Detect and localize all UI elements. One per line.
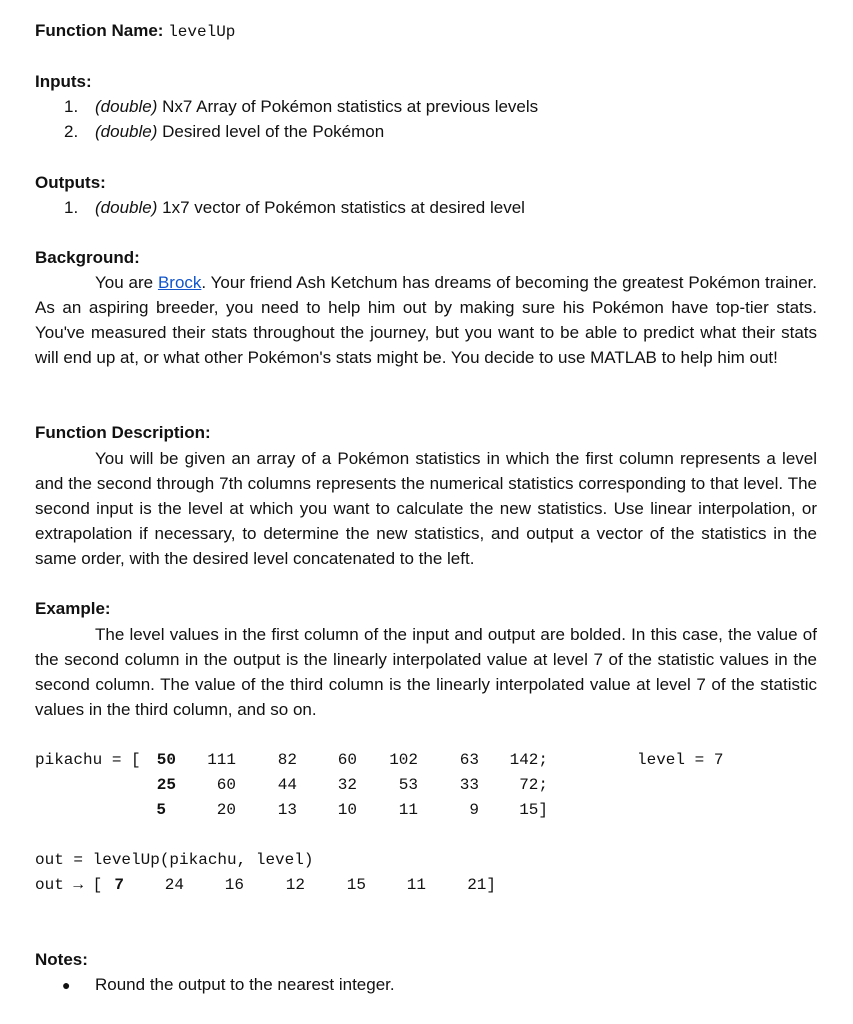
matrix-cell-r3-c4: 10	[337, 801, 357, 819]
matrix-cell-r1-c3: 82	[277, 751, 297, 769]
matrix-prefix: pikachu = [	[35, 751, 141, 769]
background-paragraph	[35, 270, 817, 370]
matrix-cell-r1-c6: 63	[459, 751, 479, 769]
output-value-2: 24	[164, 876, 184, 894]
matrix-cell-r3-c7: 15]	[519, 801, 548, 819]
matrix-cell-r2-c1: 25	[156, 776, 176, 794]
brock-link[interactable]: Brock	[157, 273, 202, 292]
output-value-1: 7	[114, 876, 124, 894]
function-name-line	[35, 19, 235, 44]
inputs-heading: Inputs:	[35, 72, 92, 91]
inputs-item-2-type: (double)	[95, 122, 158, 141]
matrix-cell-r1-c2: 111	[207, 751, 236, 769]
notes-item-1: Round the output to the nearest integer.	[95, 975, 395, 994]
function-description-paragraph: You will be given an array of a Pokémon statistics in which the first column represents a level and the second through 7th columns represents the numerical statistics corresponding to that level. The second input is the level at which you want to calculate the new statistics. Use linear interpolation, or extrapolation if necessary, to determine the new statistics, and output a vector of the statistics in the same order, with the desired level concatenated to the left.	[35, 449, 817, 568]
example-heading: Example:	[35, 599, 111, 618]
outputs-item-1-desc: 1x7 vector of Pokémon statistics at desired level	[162, 198, 525, 217]
example-paragraph: The level values in the first column of the input and output are bolded. In this case, the value of the second column in the output is the linearly interpolated value at level 7 of the statistic values in the second column. The value of the third column is the linearly interpolated value at level 7 of the statistic values in the third column, and so on.	[35, 625, 817, 719]
matrix-cell-r1-c4: 60	[337, 751, 357, 769]
level-assignment: level = 7	[637, 751, 724, 769]
matrix-cell-r2-c2: 60	[216, 776, 236, 794]
outputs-heading: Outputs:	[35, 173, 106, 192]
inputs-item-2-desc: Desired level of the Pokémon	[162, 122, 385, 141]
background-text-post: . Your friend Ash Ketchum has dreams of becoming the greatest Pokémon trainer. As an aspiring breeder, you need to help him out by making sure his Pokémon have top-tier stats. You've measured their stats throughout the journey, but you want to be able to predict what their stats will end up at, or what other Pokémon's stats might be. You decide to use MATLAB to help him out!	[35, 273, 817, 367]
outputs-item-1-type: (double)	[95, 198, 158, 217]
notes-heading: Notes:	[35, 950, 88, 969]
matrix-cell-r2-c4: 32	[337, 776, 357, 794]
inputs-item-1-number: 1.	[64, 97, 79, 116]
function-name-value: levelUp	[168, 23, 236, 41]
matrix-cell-r2-c6: 33	[459, 776, 479, 794]
output-prefix: out → [	[35, 876, 103, 894]
inputs-item-1	[95, 95, 538, 119]
bullet-icon: ●	[62, 977, 71, 993]
background-heading: Background:	[35, 248, 140, 267]
matrix-cell-r3-c5: 11	[398, 801, 418, 819]
background-text-pre: You are	[95, 273, 158, 292]
output-value-7: 21]	[467, 876, 496, 894]
inputs-item-1-type: (double)	[95, 97, 158, 116]
output-value-4: 12	[285, 876, 305, 894]
matrix-cell-r3-c3: 13	[277, 801, 297, 819]
output-value-6: 11	[406, 876, 426, 894]
inputs-item-2-number: 2.	[64, 122, 79, 141]
output-value-3: 16	[224, 876, 244, 894]
inputs-item-2	[95, 120, 384, 144]
outputs-item-1	[95, 196, 525, 220]
inputs-item-1-desc: Nx7 Array of Pokémon statistics at previous levels	[162, 97, 539, 116]
matrix-cell-r2-c3: 44	[277, 776, 297, 794]
function-description-heading: Function Description:	[35, 423, 211, 442]
matrix-cell-r3-c1: 5	[156, 801, 166, 819]
function-call: out = levelUp(pikachu, level)	[35, 851, 314, 869]
matrix-cell-r3-c2: 20	[216, 801, 236, 819]
matrix-cell-r2-c5: 53	[398, 776, 418, 794]
output-value-5: 15	[346, 876, 366, 894]
matrix-cell-r2-c7: 72;	[519, 776, 548, 794]
matrix-cell-r3-c6: 9	[469, 801, 479, 819]
matrix-cell-r1-c5: 102	[389, 751, 418, 769]
matrix-cell-r1-c7: 142;	[509, 751, 548, 769]
matrix-cell-r1-c1: 50	[156, 751, 176, 769]
function-name-label: Function Name:	[35, 21, 164, 40]
outputs-item-1-number: 1.	[64, 198, 79, 217]
